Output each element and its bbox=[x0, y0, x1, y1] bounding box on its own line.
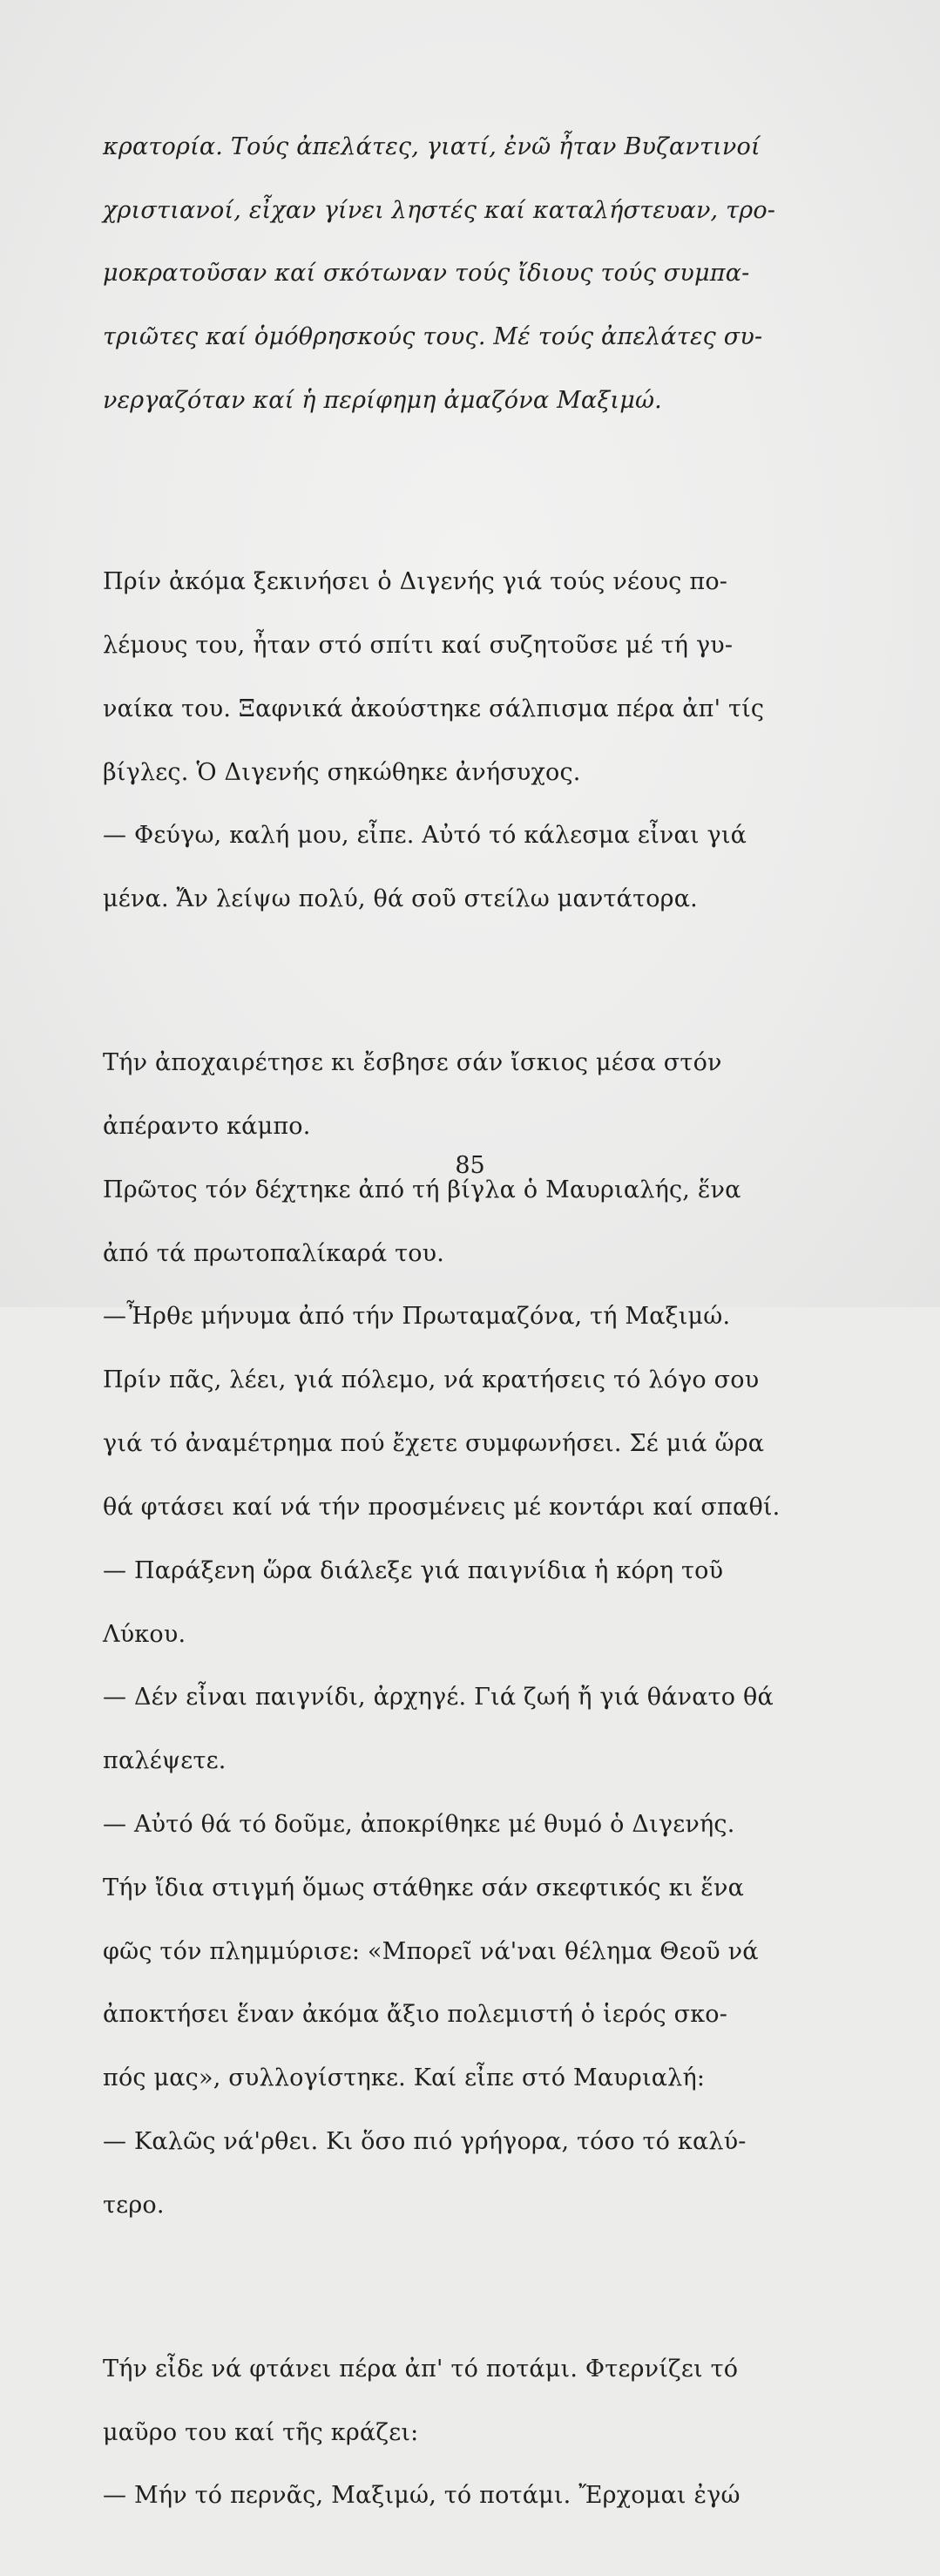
text-line: Τήν εἶδε νά φτάνει πέρα ἀπ' τό ποτάμι. Φτερνίζει τό bbox=[103, 2355, 739, 2383]
text-line: λέμους του, ἦταν στό σπίτι καί συζητοῦσε μέ τή γυ- bbox=[103, 631, 734, 659]
text-line: Τήν ἀποχαιρέτησε κι ἔσβησε σάν ἴσκιος μέσα στόν bbox=[103, 1049, 722, 1077]
paragraph-gap bbox=[103, 480, 779, 503]
text-line: βίγλες. Ὁ Διγενής σηκώθηκε ἀνήσυχος. bbox=[103, 758, 581, 786]
text-line: νεργαζόταν καί ἡ περίφημη ἀμαζόνα Μαξιμώ. bbox=[103, 387, 662, 415]
text-line: ναίκα του. Ξαφνικά ἀκούστηκε σάλπισμα πέρα ἀπ' τίς bbox=[103, 695, 765, 722]
paragraph-gap bbox=[103, 979, 779, 984]
text-line: μοκρατοῦσαν καί σκότωναν τούς ἴδιους τούς συμπα- bbox=[103, 260, 750, 288]
text-line: Πρῶτος τόν δέχτηκε ἀπό τή βίγλα ὁ Μαυριαλής, ἕνα bbox=[103, 1176, 741, 1203]
text-line: Τήν ἴδια στιγμή ὅμως στάθηκε σάν σκεφτικός κι ἕνα bbox=[103, 1874, 745, 1901]
text-line: μαῦρο του καί τῆς κράζει: bbox=[103, 2418, 419, 2446]
text-line: — Δέν εἶναι παιγνίδι, ἀρχηγέ. Γιά ζωή ἤ γιά θάνατο θά bbox=[103, 1684, 774, 1712]
paragraph-gap bbox=[103, 2285, 779, 2290]
text-line: χριστιανοί, εἶχαν γίνει ληστές καί καταλήστευαν, τρο- bbox=[103, 196, 776, 224]
italic-paragraph bbox=[103, 99, 779, 448]
text-line: κρατορία. Τούς ἀπελάτες, γιατί, ἐνῶ ἦταν Βυζαντινοί bbox=[103, 132, 761, 160]
text-line: Λύκου. bbox=[103, 1620, 186, 1648]
text-line: ἀποκτήσει ἕναν ἀκόμα ἄξιο πολεμιστή ὁ ἱερός σκο- bbox=[103, 2001, 728, 2029]
text-line: ἀπό τά πρωτοπαλίκαρά του. bbox=[103, 1239, 445, 1267]
text-line: Πρίν ἀκόμα ξεκινήσει ὁ Διγενής γιά τούς νέους πο- bbox=[103, 568, 728, 596]
text-line: — Παράξενη ὥρα διάλεξε γιά παιγνίδια ἡ κόρη τοῦ bbox=[103, 1556, 724, 1584]
text-line: τριῶτες καί ὁμόθρησκούς τους. Μέ τούς ἀπελάτες συ- bbox=[103, 323, 763, 351]
text-line: γιά τό ἀναμέτρημα πού ἔχετε συμφωνήσει. Σέ μιά ὥρα bbox=[103, 1430, 765, 1458]
text-line: τερο. bbox=[103, 2191, 165, 2219]
text-line: — Αὐτό θά τό δοῦμε, ἀποκρίθηκε μέ θυμό ὁ Διγενής. bbox=[103, 1810, 735, 1838]
page-number: 85 bbox=[455, 1152, 485, 1179]
page-body-text bbox=[103, 68, 779, 2576]
paragraph-block-1 bbox=[103, 535, 779, 947]
text-line: — Μήν τό περνᾶς, Μαξιμώ, τό ποτάμι. Ἔρχομαι ἐγώ bbox=[103, 2482, 741, 2510]
text-line: πός μας», συλλογίστηκε. Καί εἶπε στό Μαυριαλή: bbox=[103, 2064, 706, 2092]
text-line: — Φεύγω, καλή μου, εἶπε. Αὐτό τό κάλεσμα εἶναι γιά bbox=[103, 822, 747, 850]
text-line: φῶς τόν πλημμύρισε: «Μπορεῖ νά'ναι θέλημα Θεοῦ νά bbox=[103, 1937, 759, 1965]
text-line: θά φτάσει καί νά τήν προσμένεις μέ κοντάρι καί σπαθί. bbox=[103, 1493, 781, 1521]
paragraph-block-3 bbox=[103, 2322, 779, 2544]
text-line: —Ἦρθε μήνυμα ἀπό τήν Πρωταμαζόνα, τή Μαξιμώ. bbox=[103, 1303, 731, 1331]
text-line: — Καλῶς νά'ρθει. Κι ὅσο πιό γρήγορα, τόσο τό καλύ- bbox=[103, 2128, 747, 2155]
text-line: Πρίν πᾶς, λέει, γιά πόλεμο, νά κρατήσεις τό λόγο σου bbox=[103, 1366, 760, 1394]
text-line: μένα. Ἄν λείψω πολύ, θά σοῦ στείλω μαντάτορα. bbox=[103, 885, 698, 913]
text-line: ἀπέραντο κάμπο. bbox=[103, 1113, 311, 1140]
text-line: παλέψετε. bbox=[103, 1747, 227, 1775]
paragraph-block-2 bbox=[103, 1016, 779, 2254]
